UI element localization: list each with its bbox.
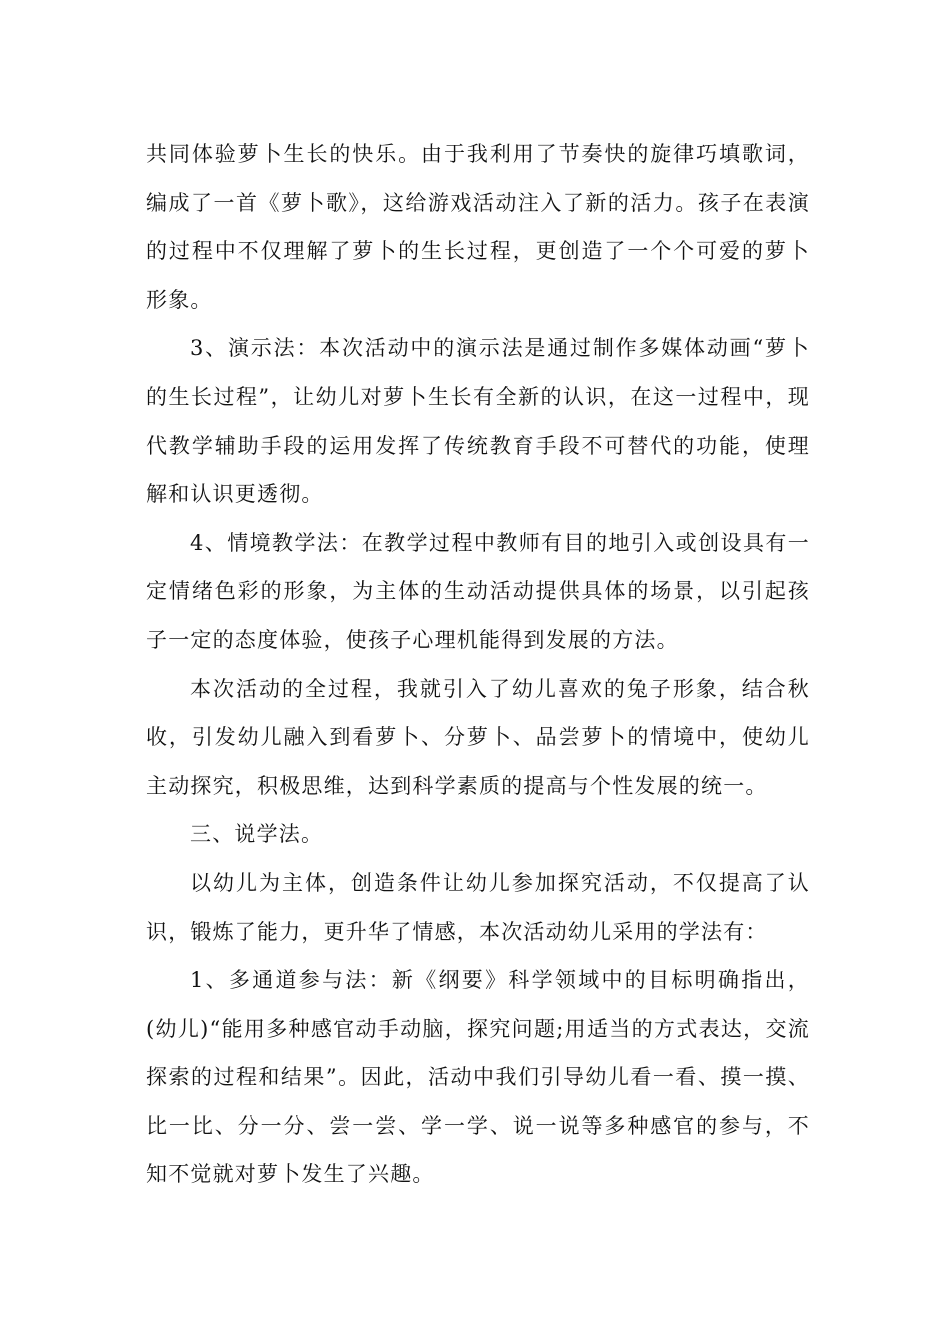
- paragraph-multichannel-method: 1、多通道参与法：新《纲要》科学领域中的目标明确指出，(幼儿)“能用多种感官动手动脑，探究问题;用适当的方式表达，交流探索的过程和结果”。因此，活动中我们引导幼儿看一看、摸一摸、比一比、分一分、尝一尝、学一学、说一说等多种感官的参与，不知不觉就对萝卜发生了兴趣。: [146, 968, 810, 1187]
- document-body: [146, 130, 810, 1199]
- paragraph-situational-teaching-method: 4、情境教学法：在教学过程中教师有目的地引入或创设具有一定情绪色彩的形象，为主体的生动活动提供具体的场景，以引起孩子一定的态度体验，使孩子心理机能得到发展的方法。: [146, 530, 810, 652]
- paragraph-continuation: 共同体验萝卜生长的快乐。由于我利用了节奏快的旋律巧填歌词，编成了一首《萝卜歌》，这给游戏活动注入了新的活力。孩子在表演的过程中不仅理解了萝卜的生长过程，更创造了一个个可爱的萝卜形象。: [146, 142, 810, 312]
- paragraph-activity-process: 本次活动的全过程，我就引入了幼儿喜欢的兔子形象，结合秋收，引发幼儿融入到看萝卜、分萝卜、品尝萝卜的情境中，使幼儿主动探究，积极思维，达到科学素质的提高与个性发展的统一。: [146, 676, 810, 798]
- section-heading-learning-methods: 三、说学法。: [190, 822, 324, 847]
- paragraph-learning-methods-intro: 以幼儿为主体，创造条件让幼儿参加探究活动，不仅提高了认识，锻炼了能力，更升华了情感，本次活动幼儿采用的学法有：: [146, 870, 810, 944]
- paragraph-demonstration-method: 3、演示法：本次活动中的演示法是通过制作多媒体动画“萝卜的生长过程”，让幼儿对萝卜生长有全新的认识，在这一过程中，现代教学辅助手段的运用发挥了传统教育手段不可替代的功能，使理解和认识更透彻。: [146, 336, 810, 507]
